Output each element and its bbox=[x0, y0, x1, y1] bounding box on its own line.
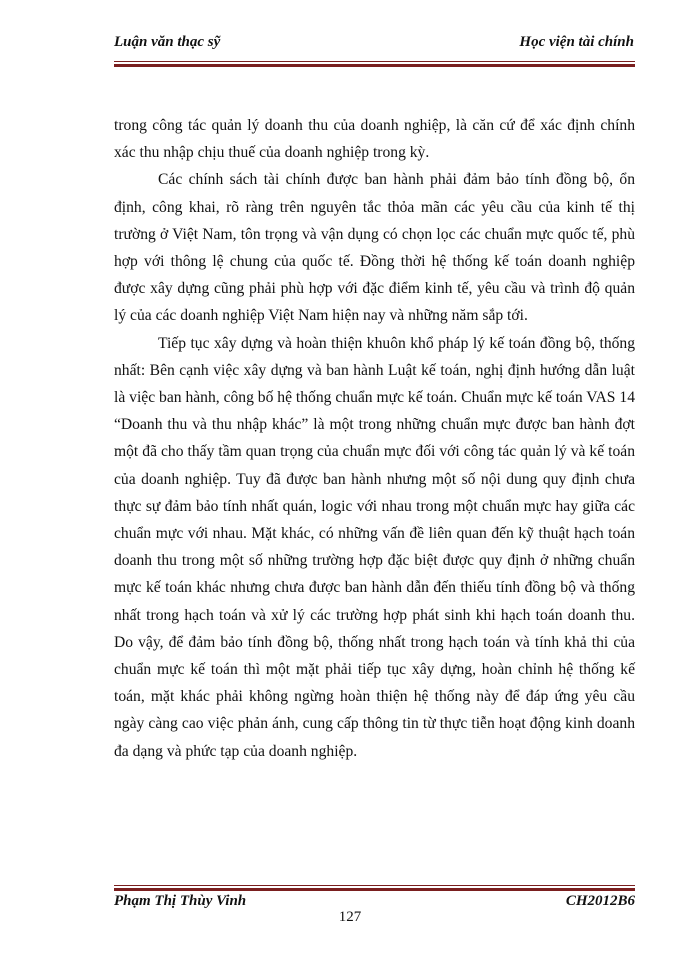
body-text bbox=[114, 112, 635, 765]
header-institution: Học viện tài chính bbox=[519, 34, 634, 50]
footer-rule bbox=[114, 885, 635, 891]
header-rule-thin bbox=[114, 61, 635, 62]
header-rule bbox=[114, 61, 635, 67]
footer-rule-thin bbox=[114, 885, 635, 886]
header-thesis-type: Luận văn thạc sỹ bbox=[114, 34, 221, 50]
footer-class-code: CH2012B6 bbox=[565, 893, 635, 909]
header-rule-thick bbox=[114, 64, 635, 67]
paragraph-financial-policy: Các chính sách tài chính được ban hành phải đảm bảo tính đồng bộ, ổn định, công khai, rõ ràng trên nguyên tắc thỏa mãn các yêu cầu của kinh tế thị trường ở Việt Nam, tôn trọng và vận dụng có chọn lọc các chuẩn mực quốc tế, phù hợp với thông lệ chung của quốc tế. Đồng thời hệ thống kế toán doanh nghiệp được xây dựng cũng phải phù hợp với đặc điểm kinh tế, yêu cầu và trình độ quản lý của các doanh nghiệp Việt Nam hiện nay và những năm sắp tới. bbox=[114, 171, 635, 325]
footer-rule-thick bbox=[114, 888, 635, 891]
paragraph-continuation: trong công tác quản lý doanh thu của doanh nghiệp, là căn cứ để xác định chính xác thu nhập chịu thuế của doanh nghiệp trong kỳ. bbox=[114, 117, 635, 162]
page-header bbox=[114, 34, 634, 54]
footer-author: Phạm Thị Thùy Vinh bbox=[114, 893, 247, 909]
paragraph-legal-framework: Tiếp tục xây dựng và hoàn thiện khuôn khổ pháp lý kế toán đồng bộ, thống nhất: Bên cạnh việc xây dựng và ban hành Luật kế toán, nghị định hướng dẫn luật là việc ban hành, công bố hệ thống chuẩn mực kế toán. Chuẩn mực kế toán VAS 14 “Doanh thu và thu nhập khác” là một trong những chuẩn mực được ban hành đợt một đã cho thấy tầm quan trọng của chuẩn mực đối với công tác quản lý và kế toán của doanh nghiệp. Tuy đã được ban hành nhưng một số nội dung quy định chưa thực sự đảm bảo tính nhất quán, logic với nhau trong một chuẩn mực hay giữa các chuẩn mực với nhau. Mặt khác, có những vấn đề liên quan đến kỹ thuật hạch toán doanh thu trong một số những trường hợp đặc biệt được quy định ở những chuẩn mực kế toán khác nhưng chưa được ban hành dẫn đến thiếu tính đồng bộ và thống nhất trong hạch toán và xử lý các trường hợp phát sinh khi hạch toán doanh thu. Do vậy, để đảm bảo tính đồng bộ, thống nhất trong hạch toán và tính khả thi của chuẩn mực kế toán thì một mặt phải tiếp tục xây dựng, hoàn chỉnh hệ thống kế toán, mặt khác phải không ngừng hoàn thiện hệ thống này để đáp ứng yêu cầu ngày càng cao việc phản ánh, cung cấp thông tin từ thực tiễn hoạt động kinh doanh đa dạng và phức tạp của doanh nghiệp. bbox=[114, 334, 635, 760]
page-number: 127 bbox=[338, 909, 362, 925]
